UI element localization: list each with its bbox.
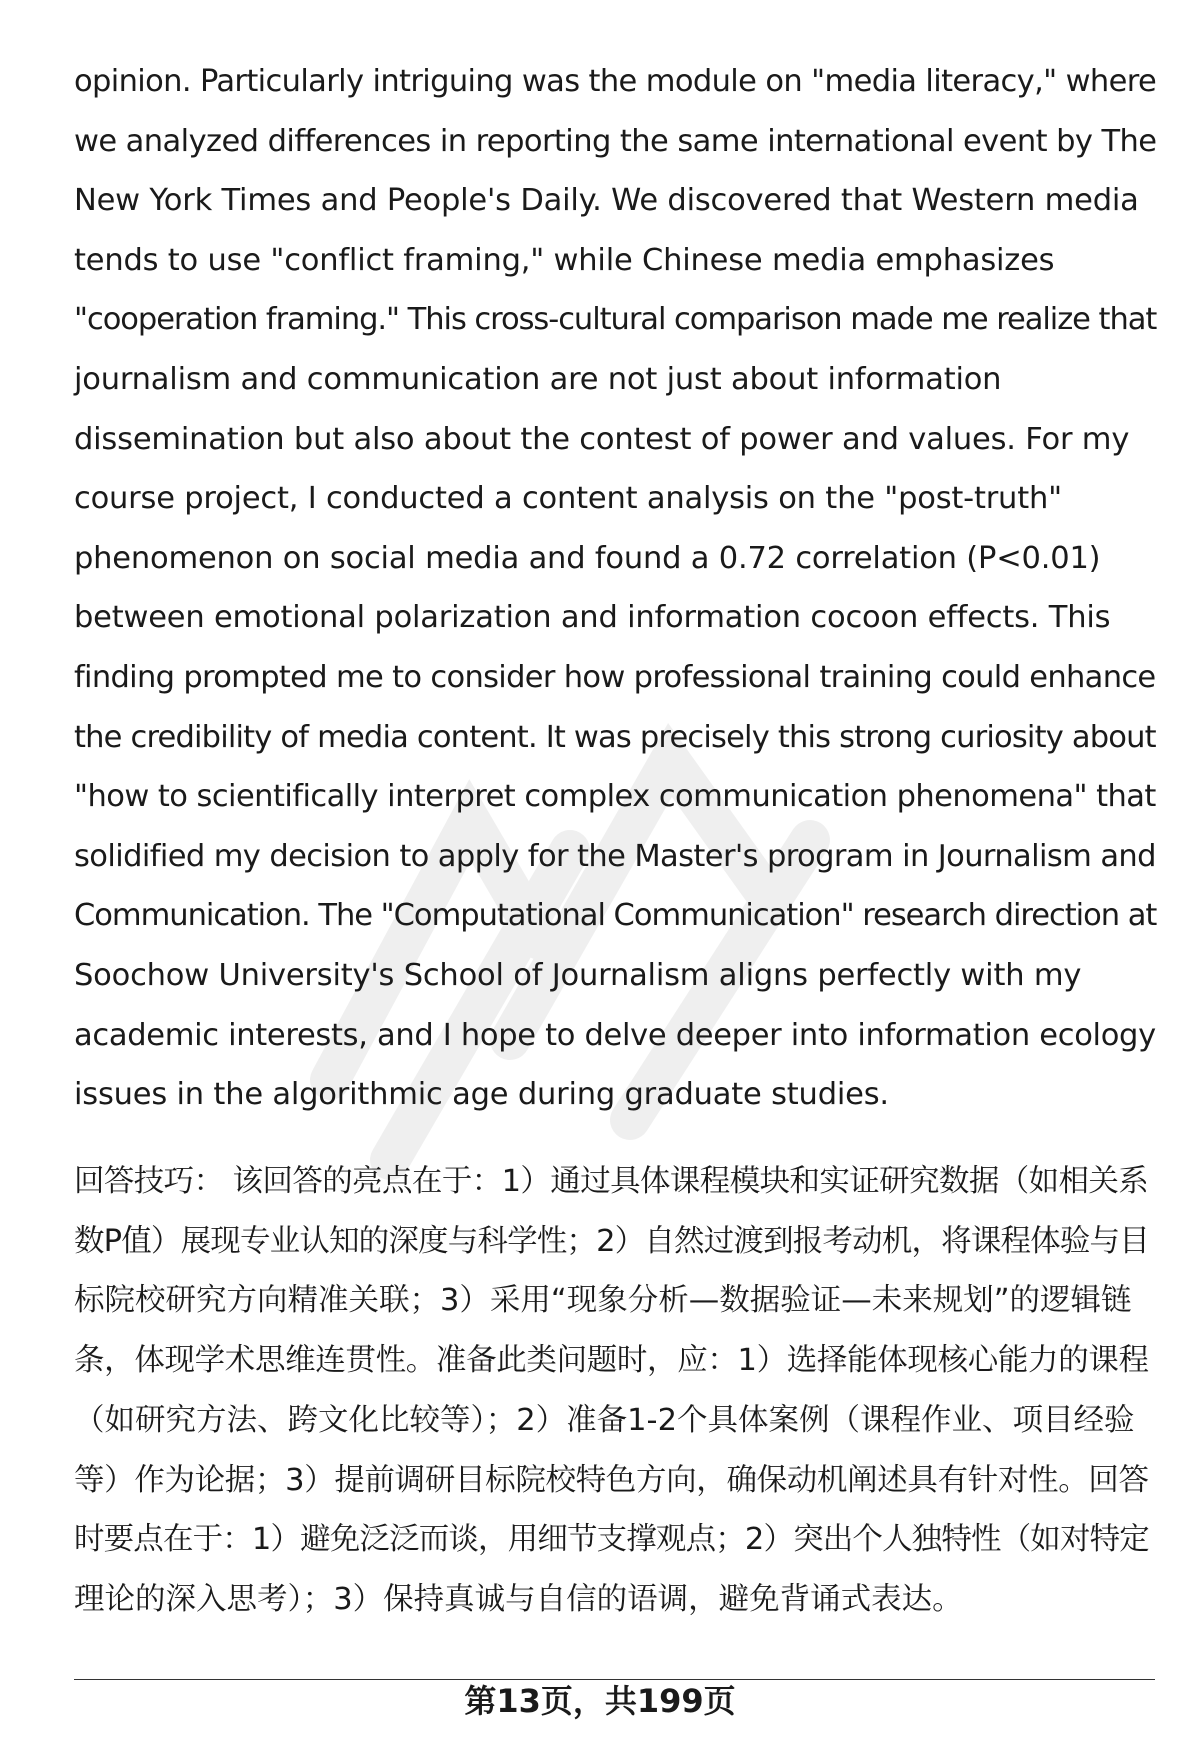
body-line: the credibility of media content. It was precisely this strong curiosity about xyxy=(74,719,1156,755)
body-line: "cooperation framing." This cross-cultural comparison made me realize that xyxy=(74,302,1157,338)
tips-line: 等）作为论据；3）提前调研目标院校特色方向，确保动机阐述具有针对性。回答 xyxy=(74,1462,1149,1498)
page-number: 第13页，共199页 xyxy=(464,1682,736,1720)
body-line: finding prompted me to consider how professional training could enhance xyxy=(74,659,1156,695)
body-line: course project, I conducted a content analysis on the "post-truth" xyxy=(74,481,1062,517)
tips-line: 回答技巧： 该回答的亮点在于：1）通过具体课程模块和实证研究数据（如相关系 xyxy=(74,1164,1149,1199)
body-line: between emotional polarization and information cocoon effects. This xyxy=(74,600,1111,636)
body-line: solidified my decision to apply for the Master's program in Journalism and xyxy=(74,838,1156,874)
tips-line: 理论的深入思考）；3）保持真诚与自信的语调，避免背诵式表达。 xyxy=(74,1581,963,1617)
footer-divider xyxy=(74,1679,1155,1680)
tips-line: 条，体现学术思维连贯性。准备此类问题时，应：1）选择能体现核心能力的课程 xyxy=(74,1343,1149,1379)
tips-line: （如研究方法、跨文化比较等）；2）准备1-2个具体案例（课程作业、项目经验 xyxy=(74,1402,1135,1438)
body-line: academic interests, and I hope to delve deeper into information ecology xyxy=(74,1017,1156,1053)
body-line: New York Times and People's Daily. We discovered that Western media xyxy=(74,183,1139,219)
answer-tips-paragraph xyxy=(74,1152,1154,1630)
body-line: Soochow University's School of Journalism aligns perfectly with my xyxy=(74,957,1082,993)
body-line: Communication. The "Computational Communication" research direction at xyxy=(74,898,1157,934)
tips-line: 标院校研究方向精准关联；3）采用“现象分析—数据验证—未来规划”的逻辑链 xyxy=(74,1283,1132,1319)
body-line: "how to scientifically interpret complex communication phenomena" that xyxy=(74,779,1156,815)
tips-line: 数P值）展现专业认知的深度与科学性；2）自然过渡到报考动机，将课程体验与目 xyxy=(74,1223,1149,1259)
tips-line: 时要点在于：1）避免泛泛而谈，用细节支撑观点；2）突出个人独特性（如对特定 xyxy=(74,1522,1149,1558)
body-line: opinion. Particularly intriguing was the module on "media literacy," where xyxy=(74,64,1157,99)
answer-paragraph xyxy=(74,52,1157,1125)
body-line: dissemination but also about the contest of power and values. For my xyxy=(74,421,1130,457)
body-line: phenomenon on social media and found a 0.72 correlation (P<0.01) xyxy=(74,540,1101,576)
body-line: we analyzed differences in reporting the same international event by The xyxy=(74,123,1157,159)
body-line: journalism and communication are not just about information xyxy=(74,361,1002,397)
body-line: issues in the algorithmic age during graduate studies. xyxy=(74,1077,889,1113)
body-line: tends to use "conflict framing," while Chinese media emphasizes xyxy=(74,242,1055,278)
